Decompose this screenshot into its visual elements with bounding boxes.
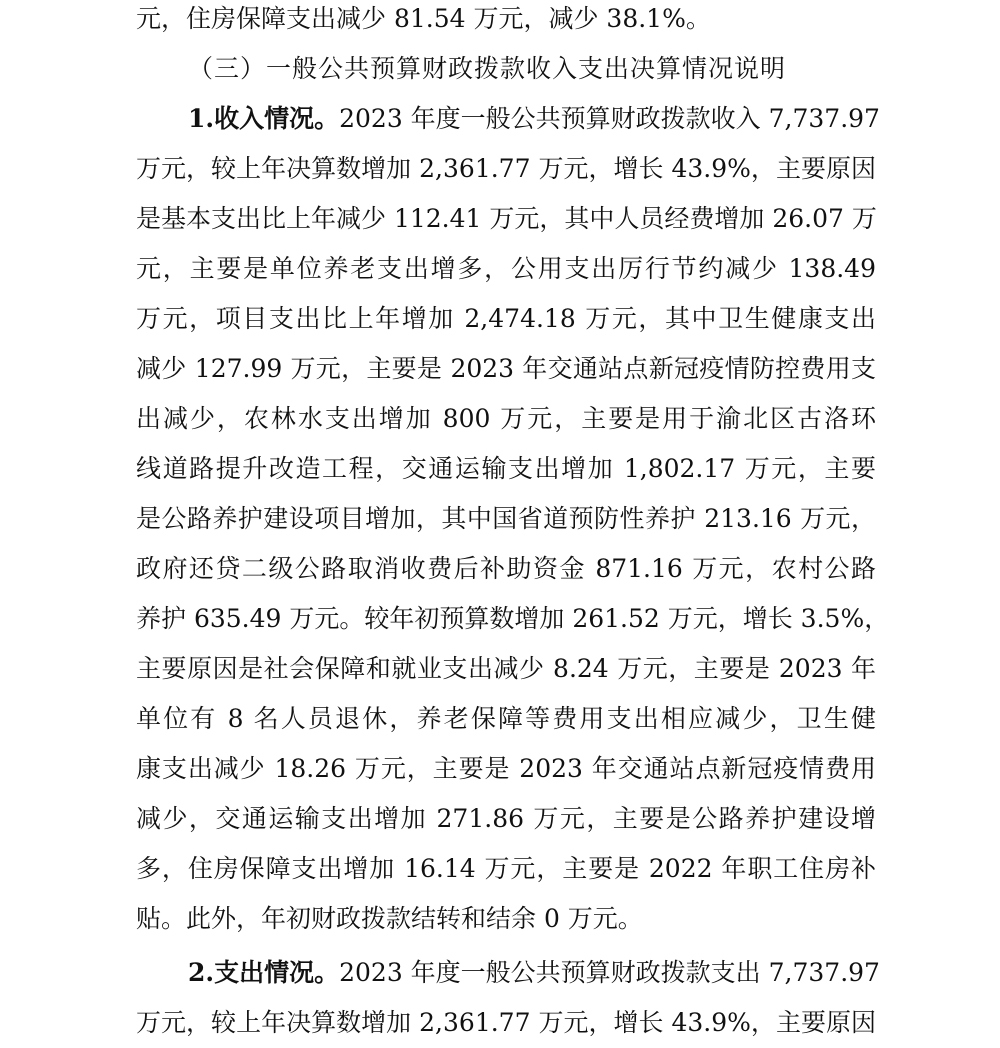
text-line-4: 是基本支出比上年减少 112.41 万元，其中人员经费增加 26.07 万	[136, 204, 877, 233]
text-line-10: 是公路养护建设项目增加，其中国省道预防性养护 213.16 万元，	[136, 504, 876, 533]
text-line-20: 万元，较上年决算数增加 2,361.77 万元，增长 43.9%，主要原因	[136, 1008, 876, 1037]
expense-lead: 2.支出情况。	[188, 958, 340, 987]
text-line-8: 出减少，农林水支出增加 800 万元，主要是用于渝北区古洛环	[136, 404, 876, 433]
text-line-18: 贴。此外，年初财政拨款结转和结余 0 万元。	[136, 904, 643, 933]
text-line-15: 康支出减少 18.26 万元，主要是 2023 年交通站点新冠疫情费用	[136, 754, 876, 783]
text-line-14: 单位有 8 名人员退休，养老保障等费用支出相应减少，卫生健	[136, 704, 876, 733]
text-line-16: 减少，交通运输支出增加 271.86 万元，主要是公路养护建设增	[136, 804, 876, 833]
text-line-6: 万元，项目支出比上年增加 2,474.18 万元，其中卫生健康支出	[136, 304, 876, 333]
text-line-12: 养护 635.49 万元。较年初预算数增加 261.52 万元，增长 3.5%，	[136, 604, 890, 633]
section-heading: （三）一般公共预算财政拨款收入支出决算情况说明	[188, 54, 787, 83]
text-line-19	[188, 948, 880, 998]
text-line-9: 线道路提升改造工程，交通运输支出增加 1,802.17 万元，主要	[136, 454, 876, 483]
text-line-13: 主要原因是社会保障和就业支出减少 8.24 万元，主要是 2023 年	[136, 654, 876, 683]
text-line-2	[188, 94, 880, 144]
text-line-0: 元，住房保障支出减少 81.54 万元，减少 38.1%。	[136, 4, 711, 33]
text-line-3: 万元，较上年决算数增加 2,361.77 万元，增长 43.9%，主要原因	[136, 154, 876, 183]
text-line-5: 元，主要是单位养老支出增多，公用支出厉行节约减少 138.49	[136, 254, 876, 283]
income-line-start: 2023 年度一般公共预算财政拨款收入 7,737.97	[339, 104, 880, 133]
text-line-7: 减少 127.99 万元，主要是 2023 年交通站点新冠疫情防控费用支	[136, 354, 876, 383]
text-line-17: 多，住房保障支出增加 16.14 万元，主要是 2022 年职工住房补	[136, 854, 876, 883]
text-line-11: 政府还贷二级公路取消收费后补助资金 871.16 万元，农村公路	[136, 554, 876, 583]
expense-line-start: 2023 年度一般公共预算财政拨款支出 7,737.97	[339, 958, 880, 987]
income-lead: 1.收入情况。	[188, 104, 340, 133]
